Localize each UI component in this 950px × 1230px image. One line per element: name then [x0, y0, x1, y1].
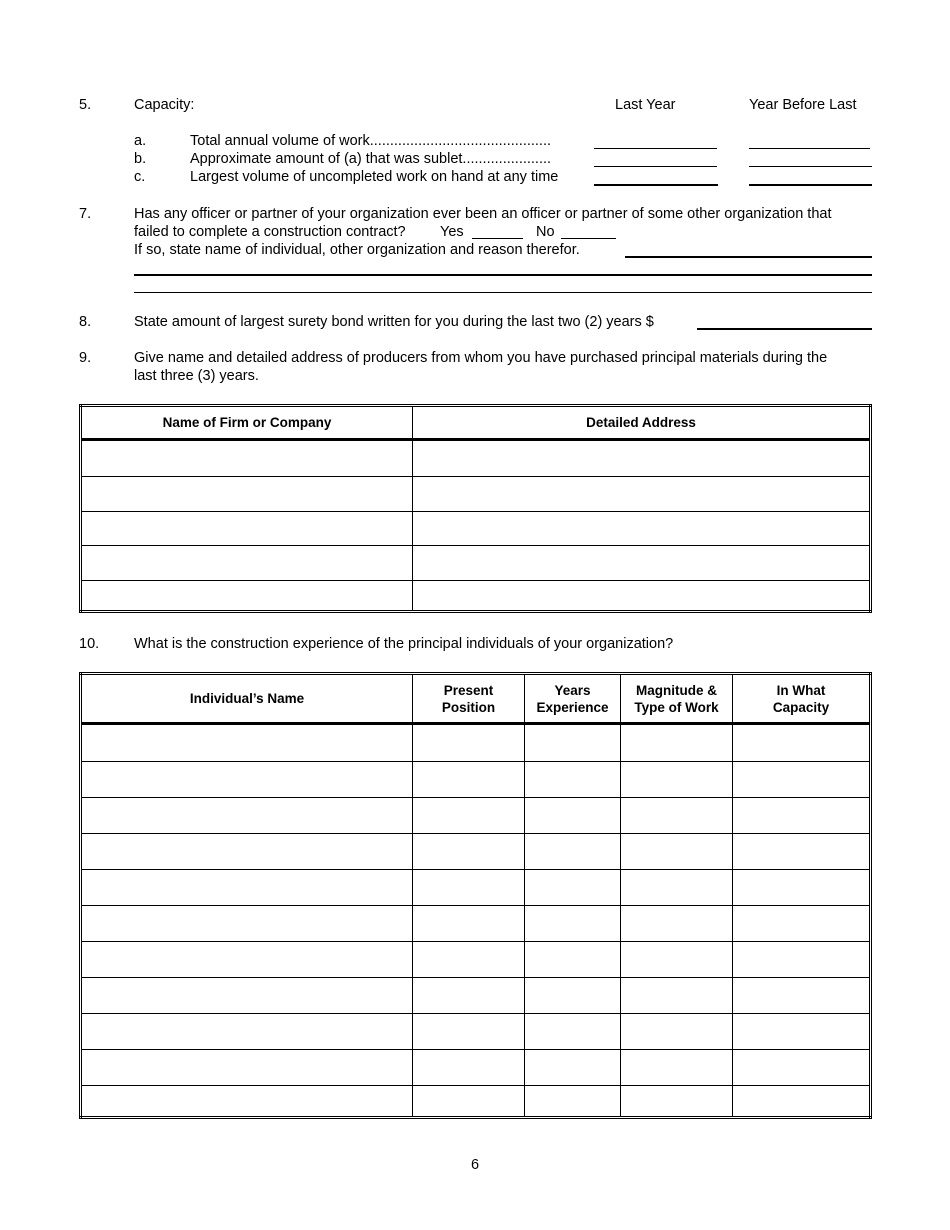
address-cell[interactable]	[413, 512, 871, 546]
years-cell[interactable]	[525, 870, 621, 906]
position-cell[interactable]	[413, 798, 525, 834]
q7-yes-label: Yes	[440, 224, 464, 240]
q7-line3: If so, state name of individual, other organization and reason therefor.	[134, 242, 580, 258]
capacity-cell[interactable]	[733, 834, 871, 870]
years-cell[interactable]	[525, 1086, 621, 1118]
magnitude-cell[interactable]	[621, 906, 733, 942]
address-cell[interactable]	[413, 581, 871, 612]
q5b-text: Approximate amount of (a) that was sublet......................	[190, 151, 552, 167]
capacity-cell[interactable]	[733, 762, 871, 798]
q10-text: What is the construction experience of the principal individuals of your organization?	[134, 636, 674, 652]
firm-name-cell[interactable]	[81, 477, 413, 512]
address-cell[interactable]	[413, 477, 871, 512]
q5-label: Capacity:	[134, 97, 195, 113]
capacity-cell[interactable]	[733, 1050, 871, 1086]
capacity-cell[interactable]	[733, 724, 871, 762]
q5b-last-year-field[interactable]	[594, 166, 717, 167]
name-cell[interactable]	[81, 906, 413, 942]
years-cell[interactable]	[525, 724, 621, 762]
q5a-year-before-field[interactable]	[749, 148, 870, 149]
name-cell[interactable]	[81, 798, 413, 834]
address-cell[interactable]	[413, 440, 871, 477]
header-capacity: In What Capacity	[733, 674, 871, 724]
firm-name-cell[interactable]	[81, 512, 413, 546]
q5c-last-year-field[interactable]	[594, 184, 718, 186]
table-row	[81, 906, 871, 942]
position-cell[interactable]	[413, 834, 525, 870]
table-row	[81, 1014, 871, 1050]
header-years-experience: Years Experience	[525, 674, 621, 724]
position-cell[interactable]	[413, 1086, 525, 1118]
table-row	[81, 581, 871, 612]
capacity-cell[interactable]	[733, 906, 871, 942]
years-cell[interactable]	[525, 978, 621, 1014]
name-cell[interactable]	[81, 1014, 413, 1050]
magnitude-cell[interactable]	[621, 978, 733, 1014]
header-individual-name: Individual’s Name	[81, 674, 413, 724]
table-row	[81, 1050, 871, 1086]
q9-number: 9.	[79, 350, 92, 366]
table-row	[81, 477, 871, 512]
magnitude-cell[interactable]	[621, 1050, 733, 1086]
name-cell[interactable]	[81, 1086, 413, 1118]
table-row	[81, 1086, 871, 1118]
table-row	[81, 546, 871, 581]
years-cell[interactable]	[525, 942, 621, 978]
name-cell[interactable]	[81, 942, 413, 978]
q7-reason-field-2[interactable]	[134, 274, 872, 276]
q7-reason-field-1[interactable]	[625, 256, 872, 258]
table-row	[81, 978, 871, 1014]
name-cell[interactable]	[81, 870, 413, 906]
address-cell[interactable]	[413, 546, 871, 581]
capacity-cell[interactable]	[733, 1014, 871, 1050]
magnitude-cell[interactable]	[621, 762, 733, 798]
magnitude-cell[interactable]	[621, 1014, 733, 1050]
q5a-last-year-field[interactable]	[594, 148, 717, 149]
table-row	[81, 834, 871, 870]
firm-name-cell[interactable]	[81, 546, 413, 581]
table-row	[81, 724, 871, 762]
capacity-cell[interactable]	[733, 870, 871, 906]
q7-no-field[interactable]	[561, 238, 616, 239]
name-cell[interactable]	[81, 1050, 413, 1086]
firm-name-cell[interactable]	[81, 440, 413, 477]
table-row	[81, 440, 871, 477]
q5a-letter: a.	[134, 133, 147, 149]
header-firm-name: Name of Firm or Company	[81, 406, 413, 440]
q5-col-last-year: Last Year	[615, 97, 676, 113]
years-cell[interactable]	[525, 762, 621, 798]
magnitude-cell[interactable]	[621, 1086, 733, 1118]
years-cell[interactable]	[525, 1050, 621, 1086]
q5-col-year-before-last: Year Before Last	[749, 97, 857, 113]
name-cell[interactable]	[81, 978, 413, 1014]
q5c-year-before-field[interactable]	[749, 184, 872, 186]
table-row	[81, 762, 871, 798]
q5c-letter: c.	[134, 169, 146, 185]
header-detailed-address: Detailed Address	[413, 406, 871, 440]
q9-line1: Give name and detailed address of producers from whom you have purchased principal materials during the	[134, 350, 828, 366]
q5-number: 5.	[79, 97, 92, 113]
capacity-cell[interactable]	[733, 942, 871, 978]
q7-number: 7.	[79, 206, 92, 222]
table-row	[81, 870, 871, 906]
magnitude-cell[interactable]	[621, 834, 733, 870]
experience-table	[79, 672, 872, 1119]
position-cell[interactable]	[413, 762, 525, 798]
q5a-text: Total annual volume of work.............................................	[190, 133, 552, 149]
name-cell[interactable]	[81, 724, 413, 762]
position-cell[interactable]	[413, 1014, 525, 1050]
position-cell[interactable]	[413, 724, 525, 762]
producers-table	[79, 404, 872, 613]
magnitude-cell[interactable]	[621, 870, 733, 906]
q8-text: State amount of largest surety bond written for you during the last two (2) years $	[134, 314, 654, 330]
magnitude-cell[interactable]	[621, 942, 733, 978]
q7-reason-field-3[interactable]	[134, 292, 872, 293]
table-row	[81, 512, 871, 546]
table-row	[81, 798, 871, 834]
years-cell[interactable]	[525, 1014, 621, 1050]
page-number: 6	[470, 1157, 480, 1173]
capacity-cell[interactable]	[733, 978, 871, 1014]
q7-line2: failed to complete a construction contract?	[134, 224, 406, 240]
q5b-letter: b.	[134, 151, 147, 167]
years-cell[interactable]	[525, 906, 621, 942]
years-cell[interactable]	[525, 798, 621, 834]
q7-no-label: No	[536, 224, 555, 240]
position-cell[interactable]	[413, 870, 525, 906]
header-magnitude-type: Magnitude & Type of Work	[621, 674, 733, 724]
q8-amount-field[interactable]	[697, 328, 872, 330]
magnitude-cell[interactable]	[621, 798, 733, 834]
q5b-year-before-field[interactable]	[749, 166, 872, 167]
firm-name-cell[interactable]	[81, 581, 413, 612]
q5c-text: Largest volume of uncompleted work on hand at any time	[190, 169, 559, 185]
position-cell[interactable]	[413, 942, 525, 978]
capacity-cell[interactable]	[733, 1086, 871, 1118]
name-cell[interactable]	[81, 834, 413, 870]
q7-line1: Has any officer or partner of your organization ever been an officer or partner of some other organization that	[134, 206, 832, 222]
years-cell[interactable]	[525, 834, 621, 870]
q10-number: 10.	[79, 636, 100, 652]
capacity-cell[interactable]	[733, 798, 871, 834]
position-cell[interactable]	[413, 1050, 525, 1086]
magnitude-cell[interactable]	[621, 724, 733, 762]
position-cell[interactable]	[413, 978, 525, 1014]
table-row	[81, 942, 871, 978]
q8-number: 8.	[79, 314, 92, 330]
q9-line2: last three (3) years.	[134, 368, 259, 384]
header-present-position: Present Position	[413, 674, 525, 724]
position-cell[interactable]	[413, 906, 525, 942]
name-cell[interactable]	[81, 762, 413, 798]
q7-yes-field[interactable]	[472, 238, 523, 239]
